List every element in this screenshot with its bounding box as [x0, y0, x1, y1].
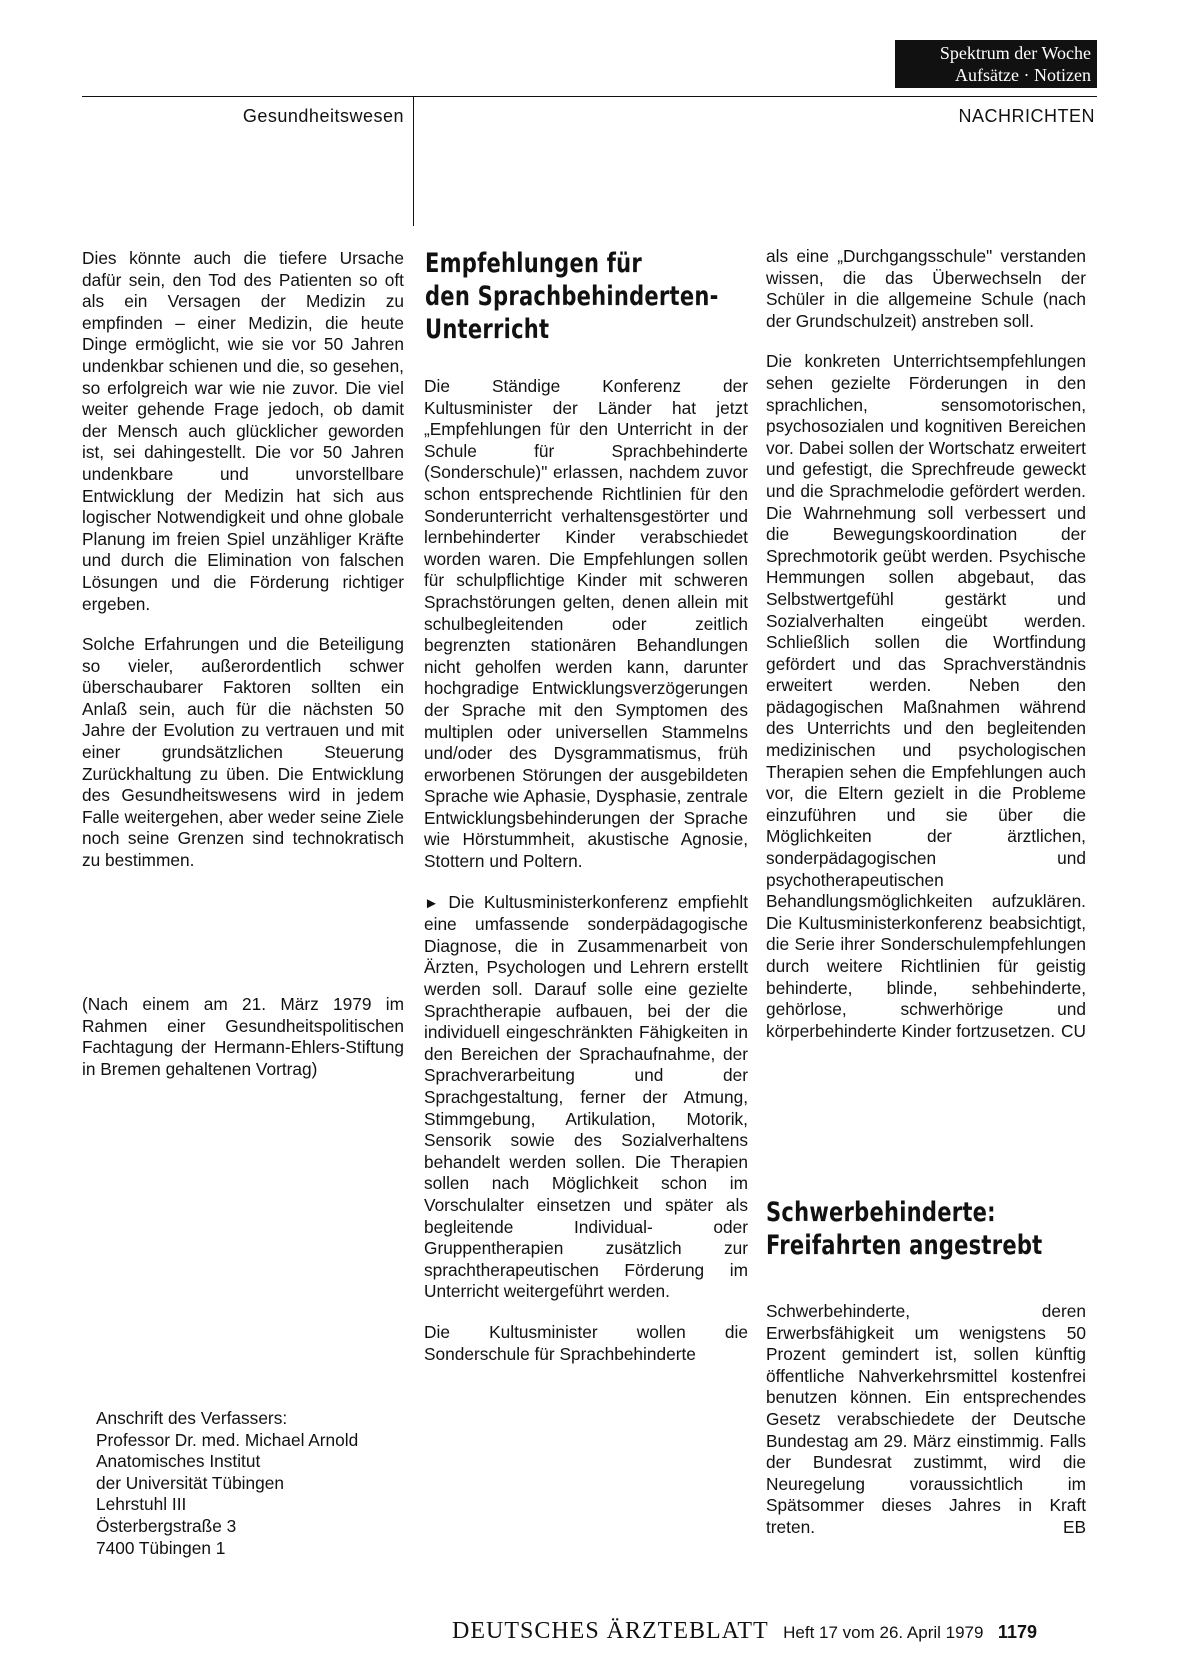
- address-line: 7400 Tübingen 1: [96, 1537, 226, 1558]
- source-note: (Nach einem am 21. März 1979 im Rahmen einer Gesundheitspolitischen Fachtagung der Hermann-Ehlers-Stiftung in Bremen gehaltenen Vortrag): [82, 994, 404, 1079]
- paragraph: [424, 892, 748, 1303]
- section-title-left: Gesundheitswesen: [242, 106, 404, 126]
- page-number: 1179: [997, 1622, 1037, 1642]
- paragraph: Die Ständige Konferenz der Kultusminister der Länder hat jetzt „Empfehlungen für den Unterricht in der Schule für Sprachbehinderte (Sonderschule)" erlassen, nachdem zuvor schon entsprechende Richtlinien für den Sonderunterricht verhaltensgestörter und lernbehinderter Kinder verabschiedet worden waren. Die Empfehlungen sollen für schulpflichtige Kinder mit schweren Sprachstörungen gelten, denen allein mit schulbegleitenden oder zeitlich begrenzten stationären Behandlungen nicht geholfen werden kann, darunter hochgradige Entwicklungsverzögerungen der Sprache mit den Symptomen des multiplen oder universellen Stammelns und/oder des Dysgrammatismus, früh erworbenen Störungen der ausgebildeten Sprache wie Aphasie, Dysphasie, zentrale Entwicklungsbehinderungen der Sprache wie Hörstummheit, akustische Agnosie, Stottern und Poltern.: [424, 376, 748, 872]
- article-2-text: [766, 1301, 1086, 1558]
- paragraph: Die Kultusminister wollen die Sonderschule für Sprachbehinderte: [424, 1321, 748, 1364]
- paragraph: [766, 1301, 1086, 1539]
- headline-line: den Sprachbehinderten-: [425, 281, 719, 312]
- page-footer: [452, 1618, 1092, 1645]
- section-corner-label: [895, 40, 1097, 88]
- address-line: Lehrstuhl III: [96, 1494, 187, 1515]
- paragraph-text: Die konkreten Unterrichtsempfehlungen sehen gezielte Förderungen in den sprachlichen, sensomotorischen, psychosozialen und kognitiven Bereichen vor. Dabei sollen der Wortschatz erweitert und gefestigt, die Sprechfreude geweckt und die Sprachmelodie gefördert werden. Die Wahrnehmung soll verbessert und die Bewegungskoordination der Sprechmotorik geübt werden. Psychische Hemmungen sollen abgebaut, das Selbstwertgefühl gestärkt und Sozialverhalten eingeübt werden. Schließlich sollen die Wortfindung gefördert und das Sprachverständnis erweitert werden. Neben den pädagogischen Maßnahmen während des Unterrichts und den begleitenden medizinischen und psychologischen Therapien sehen die Empfehlungen auch vor, die Eltern gezielt in die Probleme einzuführen und sie über die Möglichkeiten der ärztlichen, sonderpädagogischen und psychotherapeutischen Behandlungsmöglichkeiten aufzuklären. Die Kultusministerkonferenz beabsichtigt, die Serie ihrer Sonderschulempfehlungen durch weitere Richtlinien für geistig behinderte, blinde, sehbehinderte, gehörlose, schwerhörige und körperbehinderte Kinder fortzusetzen.: [766, 351, 1086, 1041]
- address-line: Anatomisches Institut: [96, 1451, 261, 1472]
- paragraph: Solche Erfahrungen und die Beteiligung so vieler, außerordentlich schwer überschaubarer Faktoren sollten ein Anlaß sein, auch für die nächsten 50 Jahre der Evolution zu vertrauen und mit einer grundsätzlichen Steuerung Zurückhaltung zu üben. Die Entwicklung des Gesundheitswesens wird in jedem Falle weitergehen, aber weder seine Ziele noch seine Grenzen sind technokratisch zu bestimmen.: [82, 634, 404, 871]
- bullet-triangle-icon: ►: [424, 894, 439, 912]
- corner-label-line2: Aufsätze · Notizen: [955, 65, 1091, 85]
- journal-name: DEUTSCHES ÄRZTEBLATT: [452, 1618, 769, 1644]
- headline-line: Unterricht: [425, 314, 550, 345]
- paragraph: Dies könnte auch die tiefere Ursache dafür sein, den Tod des Patienten so oft als ein Versagen der Medizin zu empfinden – einer Medizin, die heute Dinge ermöglicht, wie sie vor 50 Jahren undenkbar schienen und die, so gesehen, so erfolgreich war wie nie zuvor. Die viel weiter gehende Frage jedoch, ob damit der Mensch auch glücklicher geworden ist, sei dahingestellt. Die vor 50 Jahren undenkbare und unvorstellbare Entwicklung der Medizin hat sich aus logischer Notwendigkeit und ohne globale Planung im freien Spiel unzähliger Kräfte und durch die Elimination von falschen Lösungen und die Förderung richtiger ergeben.: [82, 248, 404, 614]
- column-1-text: [82, 248, 404, 891]
- article-headline-schwerbehinderte: [766, 1196, 1042, 1262]
- address-line: Professor Dr. med. Michael Arnold: [96, 1429, 359, 1450]
- address-line: der Universität Tübingen: [96, 1472, 284, 1493]
- paragraph: als eine „Durchgangsschule" verstanden wissen, die das Überwechseln der Schüler in die allgemeine Schule (nach der Grundschulzeit) anstreben soll.: [766, 246, 1086, 331]
- article-headline-sprachbehinderte: [425, 247, 719, 346]
- author-signature: CU: [1061, 1020, 1086, 1041]
- address-line: Österbergstraße 3: [96, 1515, 237, 1536]
- paragraph-text: Die Kultusministerkonferenz empfiehlt eine umfassende sonderpädagogische Diagnose, die in Zusammenarbeit von Ärzten, Psychologen und Lehrern erstellt werden soll. Darauf solle eine gezielte Sprachtherapie aufbauen, bei der die individuell eingeschränkten Fähigkeiten in den Bereichen der Sprachaufnahme, der Sprachverarbeitung und der Sprachgestaltung, ferner der Atmung, Stimmgebung, Artikulation, Motorik, Sensorik sowie des Sozialverhaltens behandelt werden sollen. Die Therapien sollen nach Möglichkeit schon im Vorschulalter einsetzen und später als begleitende Individual- oder Gruppentherapien zusätzlich zur sprachtherapeutischen Förderung im Unterricht weitergeführt werden.: [424, 891, 748, 1302]
- headline-line: Empfehlungen für: [425, 248, 643, 279]
- column-3-text: [766, 246, 1086, 1061]
- address-label: Anschrift des Verfassers:: [96, 1408, 288, 1428]
- issue-info: Heft 17 vom 26. April 1979: [783, 1623, 984, 1642]
- paragraph: [766, 351, 1086, 1042]
- corner-label-line1: Spektrum der Woche: [939, 43, 1091, 63]
- section-title-right: NACHRICHTEN: [958, 106, 1095, 126]
- headline-line: Freifahrten angestrebt: [766, 1230, 1043, 1261]
- author-signature: EB: [1062, 1516, 1086, 1537]
- headline-line: Schwerbehinderte:: [766, 1197, 996, 1228]
- header-rule: [82, 96, 1097, 97]
- column-divider: [413, 96, 414, 226]
- paragraph-text: Schwerbehinderte, deren Erwerbsfähigkeit um wenigstens 50 Prozent gemindert ist, sollen künftig öffentliche Nahverkehrsmittel kostenfrei benutzen können. Ein entsprechendes Gesetz verabschiedete der Deutsche Bundestag am 29. März einstimmig. Falls der Bundesrat zustimmt, wird die Neuregelung voraussichtlich im Spätsommer dieses Jahres in Kraft treten.: [766, 1301, 1086, 1537]
- column-2-text: [424, 376, 748, 1384]
- author-address: [96, 1408, 416, 1559]
